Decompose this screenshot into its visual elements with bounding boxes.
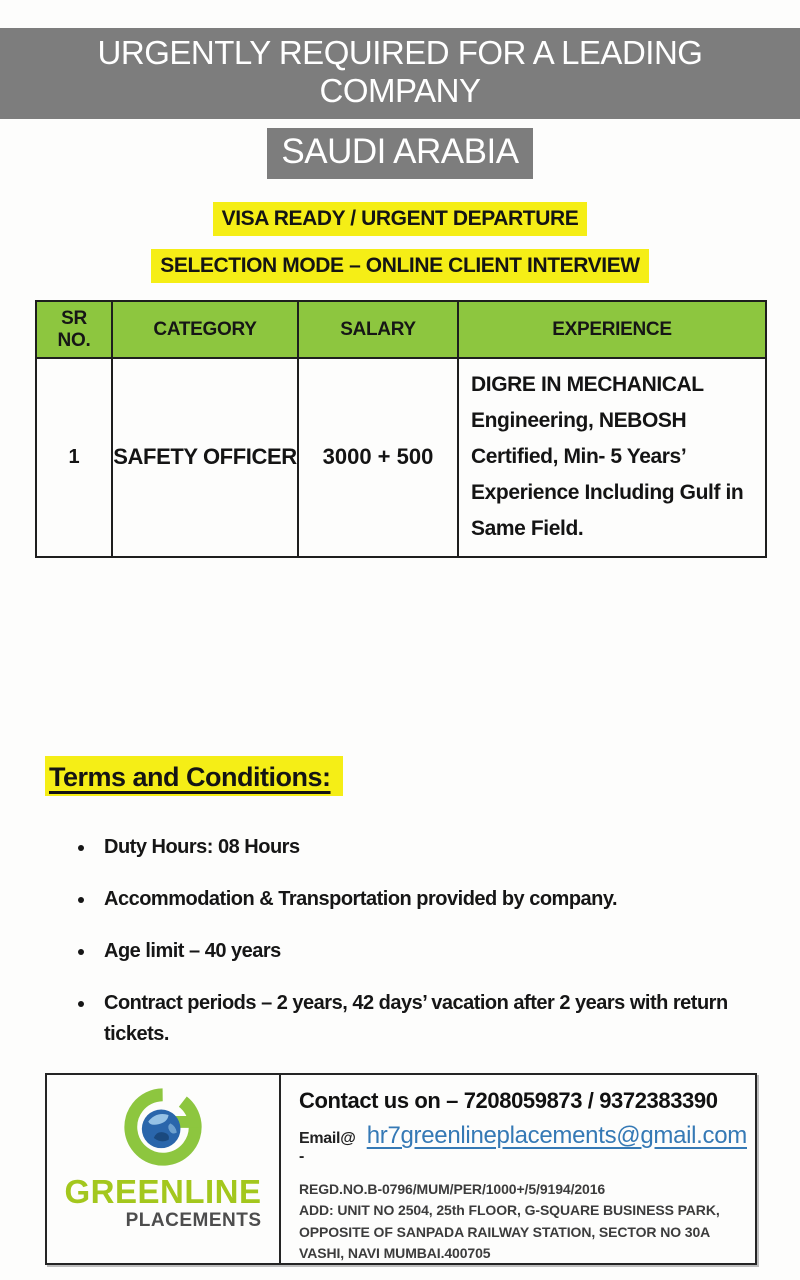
cell-category: SAFETY OFFICER [112,358,298,557]
title-bar-country: SAUDI ARABIA [267,128,532,179]
col-header-category: CATEGORY [112,301,298,358]
email-row [299,1122,747,1166]
footer-info [281,1075,755,1263]
brand-subtitle: PLACEMENTS [125,1210,262,1231]
col-header-sr-no: SR NO. [36,301,112,358]
address-line: ADD: UNIT NO 2504, 25th FLOOR, G-SQUARE BUSINESS PARK, OPPOSITE OF SANPADA RAILWAY STATION, SECTOR NO 30A VASHI, NAVI MUMBAI.400705 [299,1202,720,1262]
terms-item: • Accommodation & Transportation provided by company. [96,884,756,915]
title-bar-primary: URGENTLY REQUIRED FOR A LEADING COMPANY [0,28,800,119]
company-logo [47,1075,281,1263]
table-row [36,358,766,557]
terms-item: • Duty Hours: 08 Hours [96,832,756,863]
terms-list [96,832,756,1050]
terms-item: • Age limit – 40 years [96,936,756,967]
terms-item: • Contract periods – 2 years, 42 days’ vacation after 2 years with return tickets. [96,988,756,1050]
cell-salary: 3000 + 500 [298,358,458,557]
greenline-globe-icon [117,1081,209,1173]
job-table [35,300,767,558]
visa-ready-banner: VISA READY / URGENT DEPARTURE [213,202,588,236]
footer-box [45,1073,757,1265]
terms-heading: Terms and Conditions: [45,756,343,796]
email-link[interactable]: hr7greenlineplacements@gmail.com [366,1122,747,1149]
email-label: Email@ - [299,1130,356,1165]
col-header-experience: EXPERIENCE [458,301,766,358]
regd-line: REGD.NO.B-0796/MUM/PER/1000+/5/9194/2016 [299,1181,606,1197]
col-header-salary: SALARY [298,301,458,358]
contact-line: Contact us on – 7208059873 / 9372383390 [299,1088,718,1113]
cell-sr-no: 1 [36,358,112,557]
cell-experience: DIGRE IN MECHANICAL Engineering, NEBOSH Certified, Min- 5 Years’ Experience Including Gulf in Same Field. [458,358,766,557]
job-table-header-row [36,301,766,358]
brand-block [64,1175,261,1232]
brand-name: GREENLINE [64,1173,262,1210]
selection-mode-banner: SELECTION MODE – ONLINE CLIENT INTERVIEW [151,249,648,283]
